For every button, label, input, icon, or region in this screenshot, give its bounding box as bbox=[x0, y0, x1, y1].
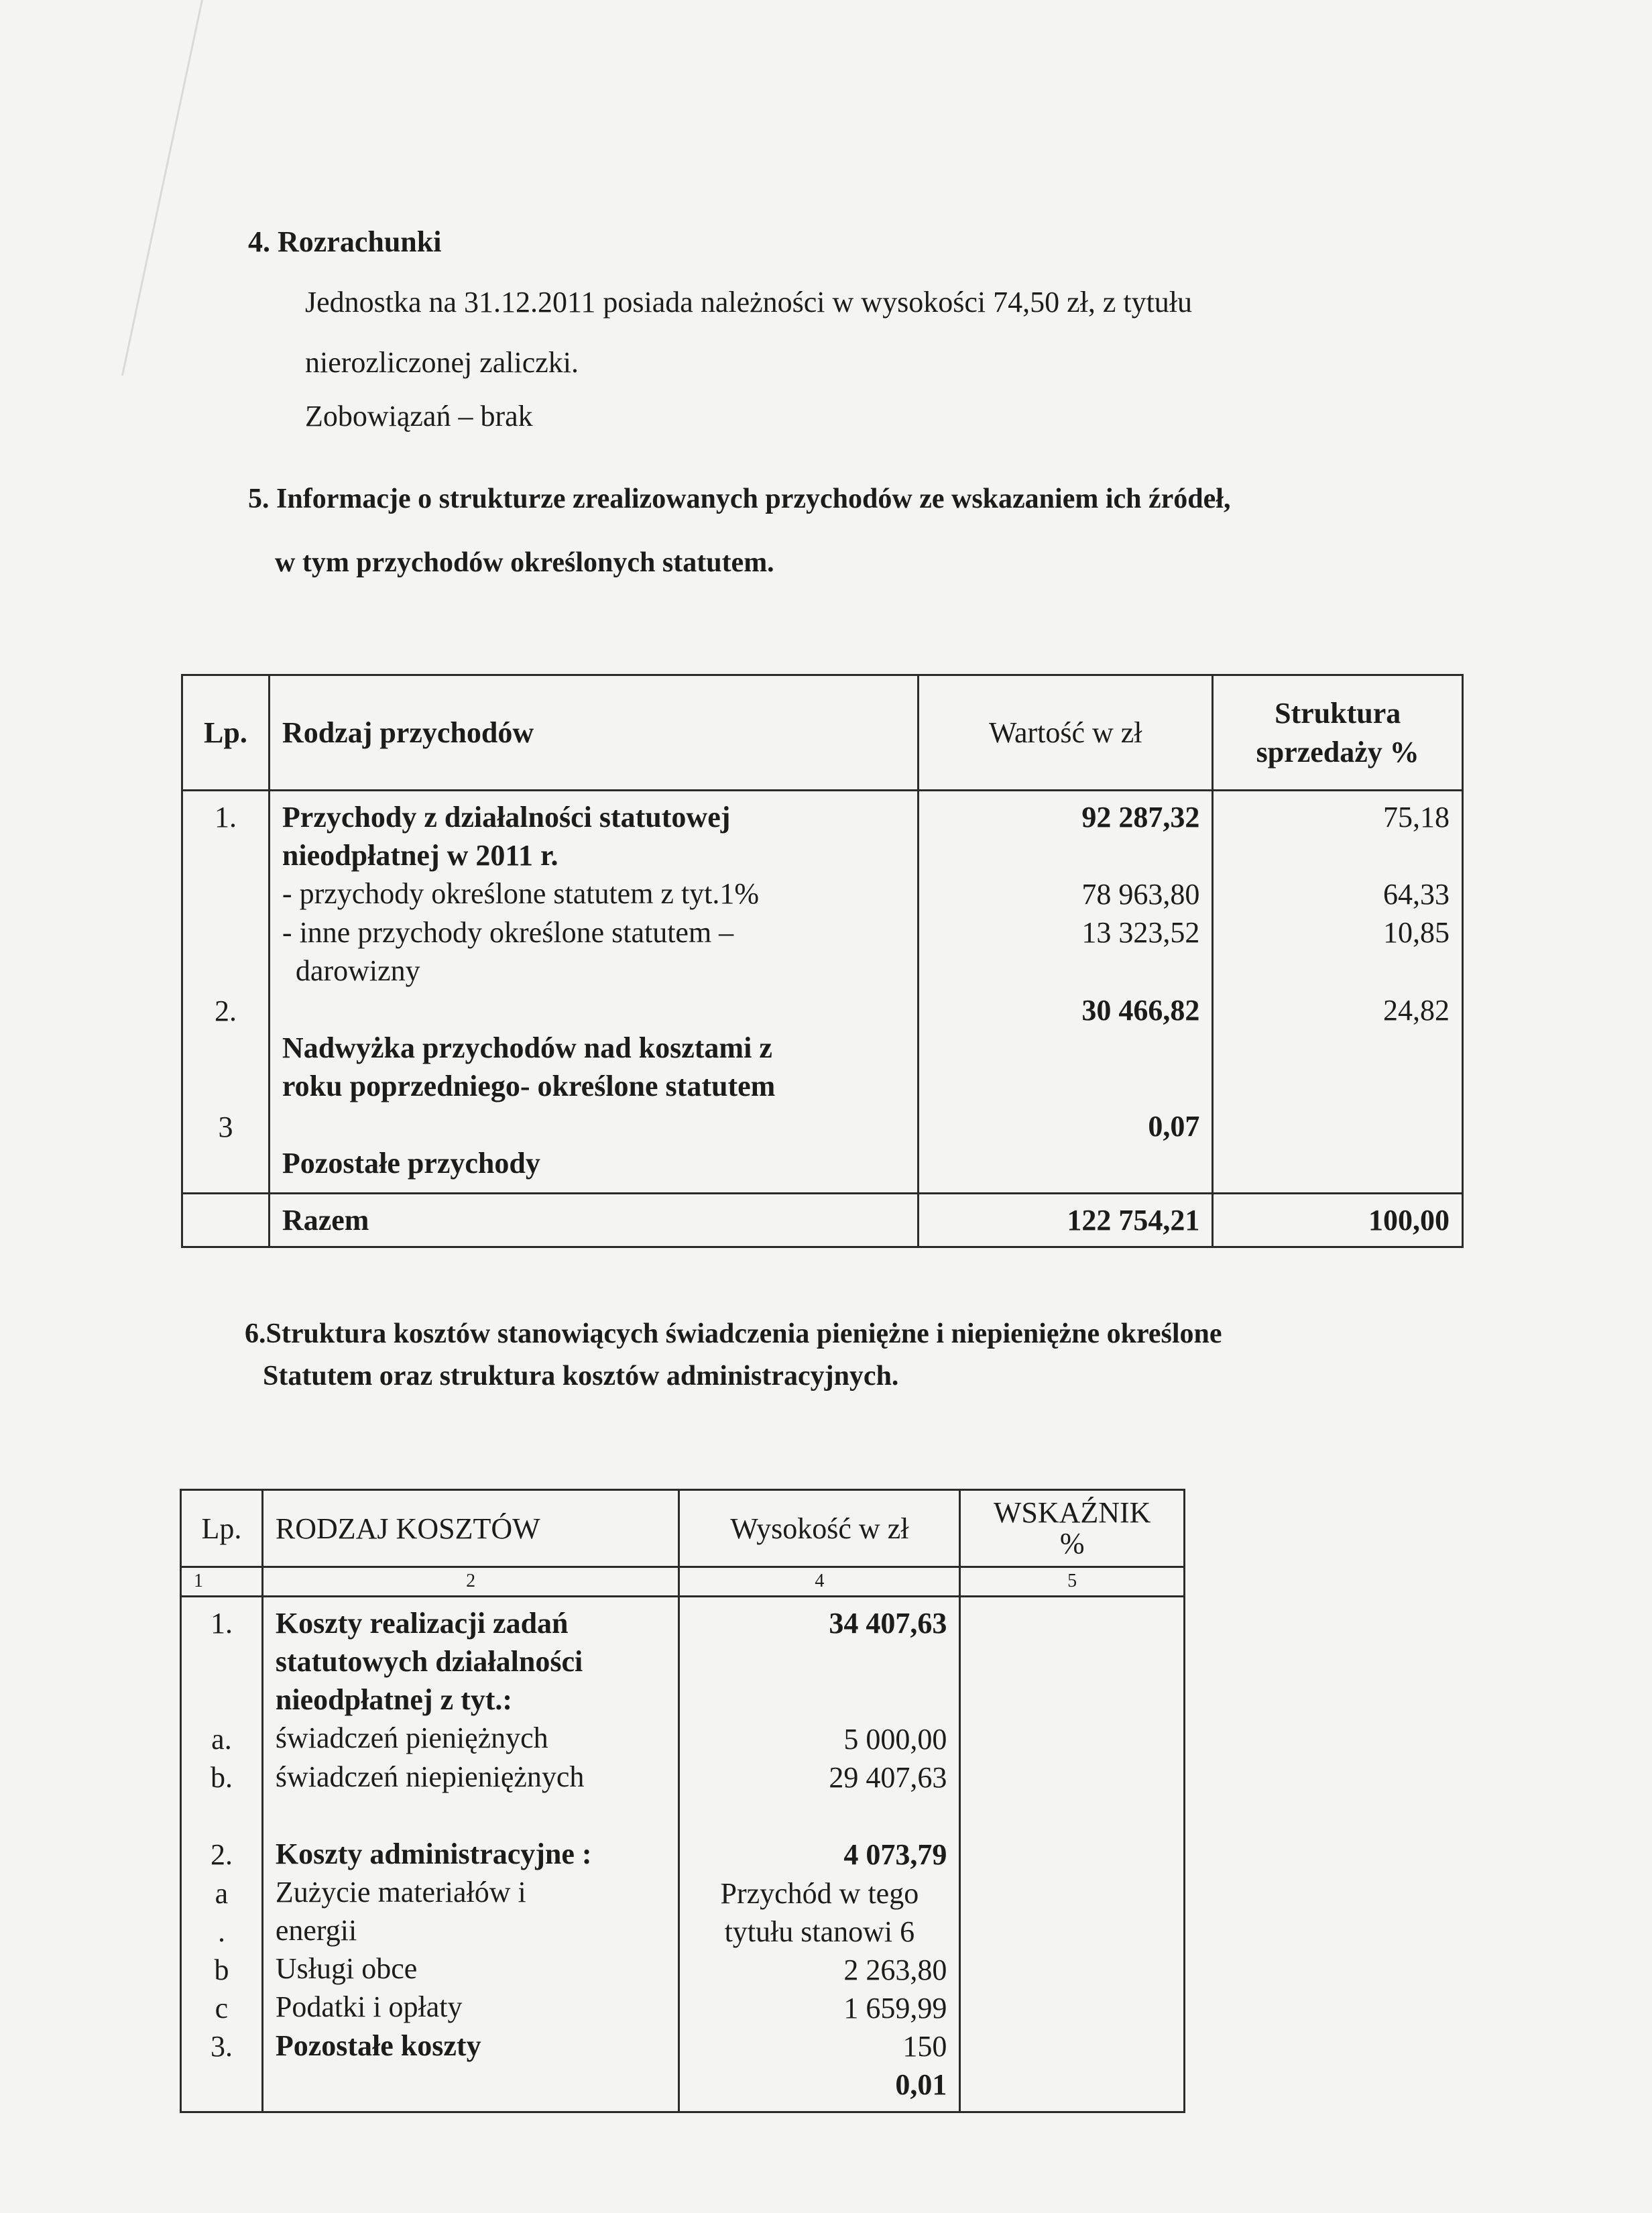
costs-wskaznik-column bbox=[960, 1596, 1185, 2112]
section-6-title-line-2: Statutem oraz struktura kosztów administracyjnych. bbox=[263, 1361, 899, 1392]
row-1-name-2: nieodpłatnej w 2011 r. bbox=[282, 839, 558, 872]
costs-name-column bbox=[262, 1596, 679, 2112]
revenue-table-body bbox=[182, 791, 1463, 1194]
row-2-name-2: roku poprzedniego- określone statutem bbox=[282, 1070, 776, 1103]
costs-row-1-name-3: nieodpłatnej z tyt.: bbox=[275, 1683, 513, 1717]
costs-row-a-name: świadczeń pieniężnych bbox=[275, 1721, 548, 1755]
revenue-name-column bbox=[269, 791, 918, 1194]
costs-row-b-name: świadczeń niepieniężnych bbox=[275, 1760, 585, 1793]
costs-table-header bbox=[181, 1490, 1185, 1567]
costs-header-rodzaj: RODZAJ KOSZTÓW bbox=[262, 1490, 679, 1567]
col-number-1: 1 bbox=[181, 1567, 263, 1596]
total-name: Razem bbox=[269, 1193, 918, 1247]
section-4-title: 4. Rozrachunki bbox=[248, 225, 442, 258]
row-3-lp: 3 bbox=[218, 1111, 233, 1144]
costs-table-body bbox=[181, 1596, 1185, 2112]
row-2-lp: 2. bbox=[214, 995, 237, 1028]
section-6-title-line-1: 6.Struktura kosztów stanowiących świadczenia pieniężne i niepieniężne określone bbox=[245, 1318, 1222, 1349]
costs-row-2a-lp-cont: . bbox=[217, 1915, 225, 1948]
row-1a-pct: 64,33 bbox=[1383, 878, 1450, 911]
col-number-2: 2 bbox=[262, 1567, 679, 1596]
costs-row-1-lp: 1. bbox=[210, 1606, 233, 1640]
row-1b-name-1: - inne przychody określone statutem – bbox=[282, 915, 734, 949]
costs-row-1-name-1: Koszty realizacji zadań bbox=[275, 1606, 569, 1640]
costs-row-2a-value-1: Przychód w tego bbox=[720, 1876, 919, 1910]
row-2-pct: 24,82 bbox=[1383, 993, 1450, 1027]
section-5-title-line-2: w tym przychodów określonych statutem. bbox=[275, 547, 774, 578]
total-value: 122 754,21 bbox=[919, 1193, 1213, 1247]
header-wartosc: Wartość w zł bbox=[919, 675, 1213, 791]
costs-lp-column bbox=[181, 1596, 263, 2112]
row-1b-name-2: darowizny bbox=[295, 954, 420, 987]
costs-header-wysokosc: Wysokość w zł bbox=[679, 1490, 960, 1567]
row-1a-name: - przychody określone statutem z tyt.1% bbox=[282, 877, 760, 911]
row-2-value: 30 466,82 bbox=[1081, 993, 1200, 1027]
costs-row-2-name: Koszty administracyjne : bbox=[275, 1837, 592, 1870]
row-1b-value: 13 323,52 bbox=[1081, 916, 1200, 950]
costs-row-b-value: 29 407,63 bbox=[829, 1761, 947, 1795]
row-1-value: 92 287,32 bbox=[1081, 801, 1200, 834]
header-struktura bbox=[1213, 675, 1463, 791]
col-number-3: 4 bbox=[679, 1567, 960, 1596]
costs-row-3-lp: 3. bbox=[210, 2030, 233, 2063]
page-edge-shadow bbox=[0, 0, 203, 376]
row-1-lp: 1. bbox=[214, 801, 237, 834]
costs-row-3-value-1: 150 bbox=[902, 2030, 947, 2063]
costs-row-2a-lp: a bbox=[215, 1876, 229, 1910]
costs-header-lp: Lp. bbox=[181, 1490, 263, 1567]
costs-header-wskaznik bbox=[960, 1490, 1185, 1567]
revenue-table-header bbox=[182, 675, 1463, 791]
row-1b-pct: 10,85 bbox=[1383, 916, 1450, 950]
costs-header-wskaznik-line-2: % bbox=[1059, 1527, 1085, 1561]
header-struktura-line-1: Struktura bbox=[1275, 697, 1401, 730]
header-rodzaj: Rodzaj przychodów bbox=[269, 675, 918, 791]
row-1a-value: 78 963,80 bbox=[1081, 878, 1200, 911]
section-5-title-line-1: 5. Informacje o strukturze zrealizowanych przychodów ze wskazaniem ich źródeł, bbox=[248, 484, 1231, 514]
costs-row-2c-lp: c bbox=[215, 1992, 229, 2025]
costs-row-2a-name-1: Zużycie materiałów i bbox=[275, 1875, 526, 1909]
section-4-line-1: Jednostka na 31.12.2011 posiada należności w wysokości 74,50 zł, z tytułu bbox=[305, 286, 1193, 319]
costs-row-1-value: 34 407,63 bbox=[829, 1606, 947, 1640]
section-4-line-2: nierozliczonej zaliczki. bbox=[305, 346, 579, 379]
costs-row-2-value: 4 073,79 bbox=[843, 1838, 947, 1872]
revenue-table bbox=[181, 674, 1464, 1248]
header-lp: Lp. bbox=[182, 675, 270, 791]
revenue-lp-column bbox=[182, 791, 270, 1194]
costs-row-2b-name: Usługi obce bbox=[275, 1952, 418, 1986]
costs-row-3-name: Pozostałe koszty bbox=[275, 2029, 481, 2062]
costs-row-3-value-2: 0,01 bbox=[895, 2068, 947, 2102]
costs-row-a-lp: a. bbox=[211, 1722, 232, 1756]
revenue-total-row bbox=[182, 1193, 1463, 1247]
costs-row-1-name-2: statutowych działalności bbox=[275, 1644, 583, 1678]
row-3-value: 0,07 bbox=[1148, 1109, 1200, 1143]
header-struktura-line-2: sprzedaży % bbox=[1256, 735, 1419, 769]
row-1-pct: 75,18 bbox=[1383, 801, 1450, 834]
section-4-line-3: Zobowiązań – brak bbox=[305, 400, 533, 433]
costs-row-2c-value: 1 659,99 bbox=[843, 1992, 947, 2025]
costs-header-wskaznik-line-1: WSKAŹNIK bbox=[993, 1496, 1151, 1529]
costs-value-column bbox=[679, 1596, 960, 2112]
costs-number-row bbox=[181, 1567, 1185, 1596]
total-lp bbox=[182, 1193, 270, 1247]
costs-row-2a-value-2: tytułu stanowi 6 bbox=[724, 1915, 915, 1948]
costs-row-2a-name-2: energii bbox=[275, 1914, 357, 1947]
costs-row-2b-value: 2 263,80 bbox=[843, 1953, 947, 1986]
row-3-name: Pozostałe przychody bbox=[282, 1147, 540, 1180]
costs-table bbox=[180, 1489, 1185, 2113]
costs-row-2b-lp: b bbox=[214, 1953, 229, 1986]
costs-row-2-lp: 2. bbox=[210, 1838, 233, 1872]
costs-row-a-value: 5 000,00 bbox=[843, 1722, 947, 1756]
total-pct: 100,00 bbox=[1213, 1193, 1463, 1247]
revenue-pct-column bbox=[1213, 791, 1463, 1194]
costs-row-2c-name: Podatki i opłaty bbox=[275, 1990, 463, 2024]
col-number-4: 5 bbox=[960, 1567, 1185, 1596]
row-1-name-1: Przychody z działalności statutowej bbox=[282, 801, 731, 834]
costs-row-b-lp: b. bbox=[210, 1761, 233, 1795]
row-2-name-1: Nadwyżka przychodów nad kosztami z bbox=[282, 1031, 772, 1064]
revenue-value-column bbox=[919, 791, 1213, 1194]
